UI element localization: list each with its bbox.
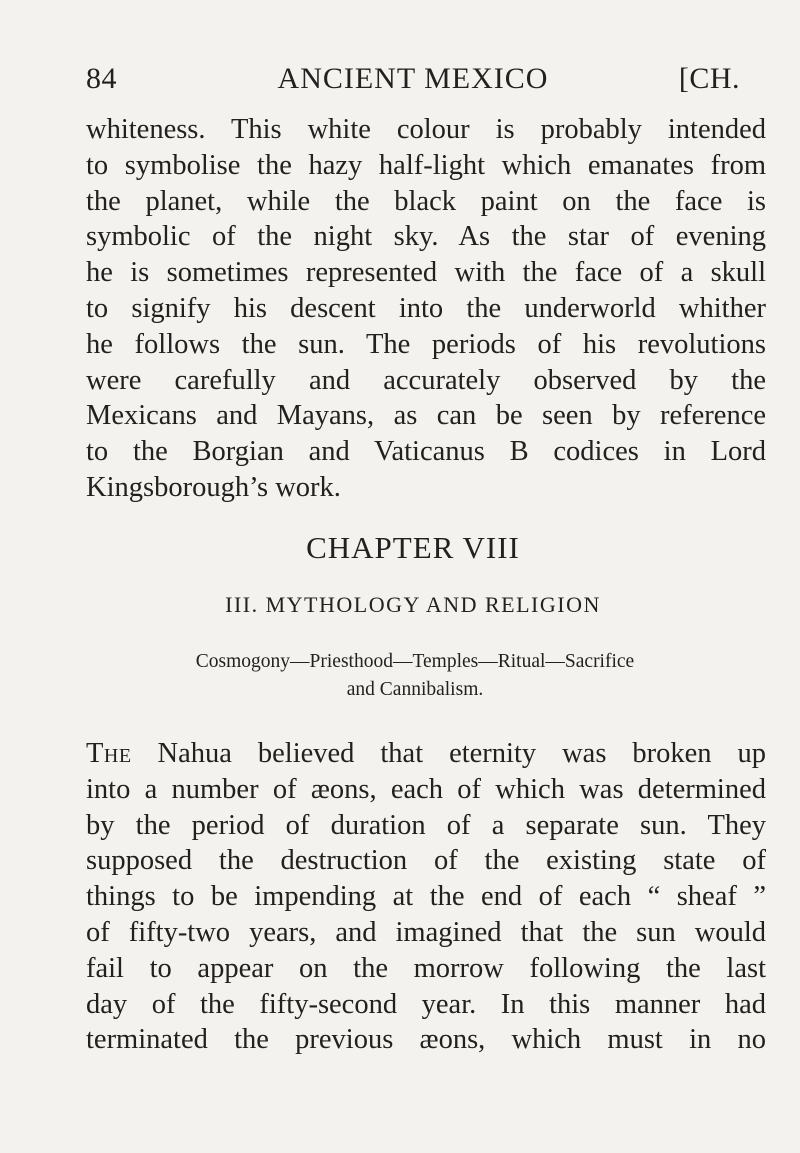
chapter-heading: CHAPTER VIII bbox=[306, 530, 520, 565]
first-line-rest: Nahua believed that eternity was broken up bbox=[131, 738, 766, 769]
synopsis-line: Cosmogony—Priesthood—Temples—Ritual—Sacrifice bbox=[195, 651, 635, 672]
text-line: fail to appear on the morrow following the last bbox=[86, 952, 766, 984]
text-line-first bbox=[86, 736, 766, 772]
text-line: symbolic of the night sky. As the star of evening bbox=[86, 221, 766, 253]
text-line: of fifty-two years, and imagined that the sun would bbox=[86, 916, 766, 948]
text-line: supposed the destruction of the existing state of bbox=[86, 845, 766, 877]
text-line: by the period of duration of a separate sun. They bbox=[86, 809, 766, 841]
text-line: to symbolise the hazy half-light which emanates from bbox=[86, 149, 766, 181]
text-line: he is sometimes represented with the face of a skull bbox=[86, 257, 766, 289]
running-title: ANCIENT MEXICO bbox=[277, 62, 549, 95]
text-line: things to be impending at the end of each “ sheaf ” bbox=[86, 881, 766, 913]
text-line: into a number of æons, each of which was determined bbox=[86, 773, 766, 805]
running-head bbox=[86, 62, 740, 102]
text-line: were carefully and accurately observed by the bbox=[86, 364, 766, 396]
text-line: day of the fifty-second year. In this manner had bbox=[86, 988, 766, 1020]
chapter-synopsis bbox=[0, 648, 800, 704]
paragraph-2 bbox=[86, 736, 766, 1058]
chapter-reference: [CH. bbox=[678, 62, 740, 95]
text-line: the planet, while the black paint on the face is bbox=[86, 185, 766, 217]
lead-word: The bbox=[86, 738, 132, 769]
text-line: terminated the previous æons, which must in no bbox=[86, 1024, 766, 1056]
text-line: whiteness. This white colour is probably intended bbox=[86, 114, 766, 145]
part-heading: III. MYTHOLOGY AND RELIGION bbox=[225, 592, 601, 617]
text-line: to signify his descent into the underworld whither bbox=[86, 292, 766, 324]
text-line: he follows the sun. The periods of his revolutions bbox=[86, 328, 766, 360]
text-line: Mexicans and Mayans, as can be seen by reference bbox=[86, 400, 766, 432]
text-line: to the Borgian and Vaticanus B codices in Lord bbox=[86, 436, 766, 468]
synopsis-line: and Cannibalism. bbox=[346, 679, 484, 700]
paragraph-1 bbox=[86, 112, 766, 506]
page-number: 84 bbox=[86, 62, 117, 95]
text-line: Kingsborough’s work. bbox=[86, 471, 341, 503]
